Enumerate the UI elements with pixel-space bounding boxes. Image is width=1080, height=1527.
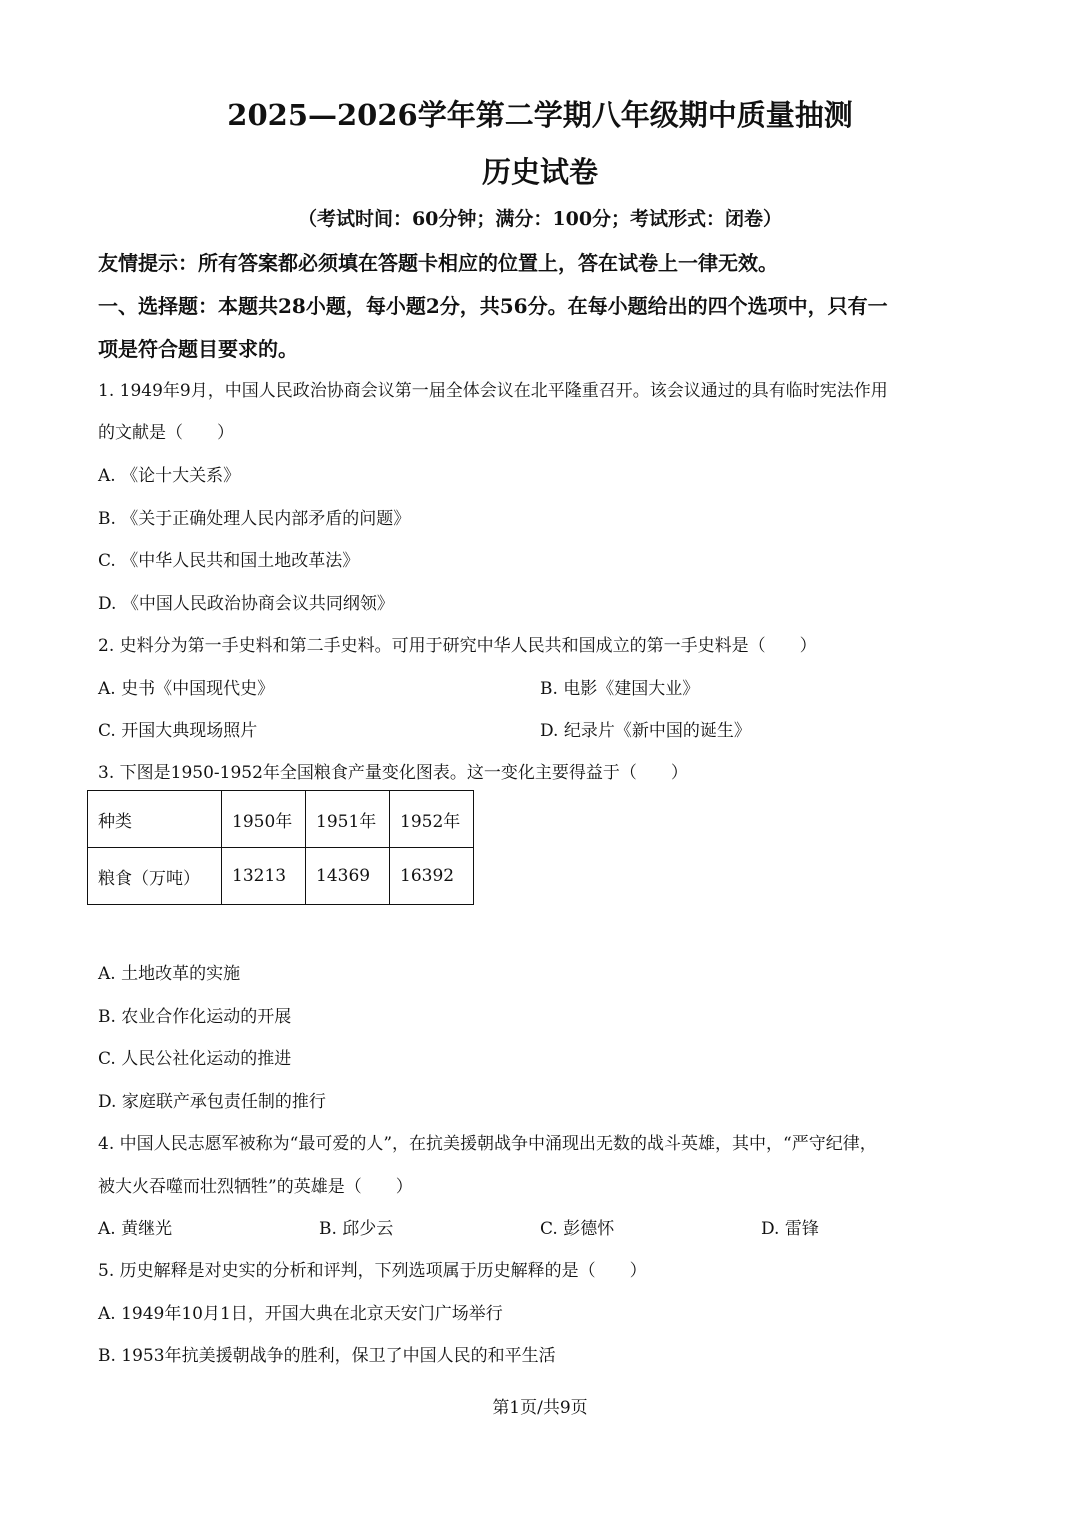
table-row — [88, 848, 474, 905]
exam-title: 2025—2026学年第二学期八年级期中质量抽测 — [227, 98, 853, 132]
section-heading-line1: 一、选择题：本题共28小题，每小题2分，共56分。在每小题给出的四个选项中，只有一 — [98, 294, 888, 318]
option-d: D. 《中国人民政治协商会议共同纲领》 — [98, 594, 394, 614]
option-a: A. 黄继光 — [98, 1219, 173, 1239]
notice: 友情提示：所有答案都必须填在答题卡相应的位置上，答在试卷上一律无效。 — [98, 251, 778, 275]
option-d: D. 家庭联产承包责任制的推行 — [98, 1092, 326, 1112]
option-c: C. 开国大典现场照片 — [98, 721, 258, 741]
table-header-row — [88, 791, 474, 848]
question-stem: 被大火吞噬而壮烈牺牲”的英雄是（ ） — [98, 1177, 413, 1197]
question-stem: 4. 中国人民志愿军被称为“最可爱的人”，在抗美援朝战争中涌现出无数的战斗英雄，其中，“严守纪律， — [98, 1134, 877, 1154]
option-b: B. 电影《建国大业》 — [540, 679, 700, 699]
question-stem: 5. 历史解释是对史实的分析和评判，下列选项属于历史解释的是（ ） — [98, 1261, 647, 1281]
exam-info: （考试时间：60分钟；满分：100分；考试形式：闭卷） — [297, 208, 783, 230]
option-a: A. 《论十大关系》 — [98, 466, 241, 486]
option-a: A. 土地改革的实施 — [98, 964, 241, 984]
table-header-cell: 1952年 — [390, 791, 474, 848]
question-stem: 3. 下图是1950-1952年全国粮食产量变化图表。这一变化主要得益于（ ） — [98, 763, 688, 783]
option-a: A. 史书《中国现代史》 — [98, 679, 275, 699]
option-a: A. 1949年10月1日，开国大典在北京天安门广场举行 — [98, 1304, 503, 1324]
option-d: D. 雷锋 — [761, 1219, 819, 1239]
option-d: D. 纪录片《新中国的诞生》 — [540, 721, 751, 741]
option-c: C. 彭德怀 — [540, 1219, 615, 1239]
table-cell: 14369 — [306, 848, 390, 905]
table-cell: 16392 — [390, 848, 474, 905]
exam-subject: 历史试卷 — [481, 155, 598, 189]
grain-production-table — [87, 790, 474, 905]
question-stem: 2. 史料分为第一手史料和第二手史料。可用于研究中华人民共和国成立的第一手史料是（ ） — [98, 636, 817, 656]
option-b: B. 邱少云 — [319, 1219, 394, 1239]
section-heading-line2: 项是符合题目要求的。 — [98, 337, 298, 361]
option-b: B. 农业合作化运动的开展 — [98, 1007, 292, 1027]
table-header-cell: 种类 — [88, 791, 222, 848]
table-header-cell: 1950年 — [222, 791, 306, 848]
question-stem: 的文献是（ ） — [98, 423, 234, 443]
option-c: C. 《中华人民共和国土地改革法》 — [98, 551, 360, 571]
question-stem: 1. 1949年9月，中国人民政治协商会议第一届全体会议在北平隆重召开。该会议通过的具有临时宪法作用 — [98, 381, 888, 401]
table-cell: 13213 — [222, 848, 306, 905]
table-header-cell: 1951年 — [306, 791, 390, 848]
option-c: C. 人民公社化运动的推进 — [98, 1049, 292, 1069]
option-b: B. 《关于正确处理人民内部矛盾的问题》 — [98, 509, 411, 529]
page-number: 第1页/共9页 — [492, 1398, 588, 1418]
option-b: B. 1953年抗美援朝战争的胜利，保卫了中国人民的和平生活 — [98, 1346, 556, 1366]
table-cell: 粮食（万吨） — [88, 848, 222, 905]
